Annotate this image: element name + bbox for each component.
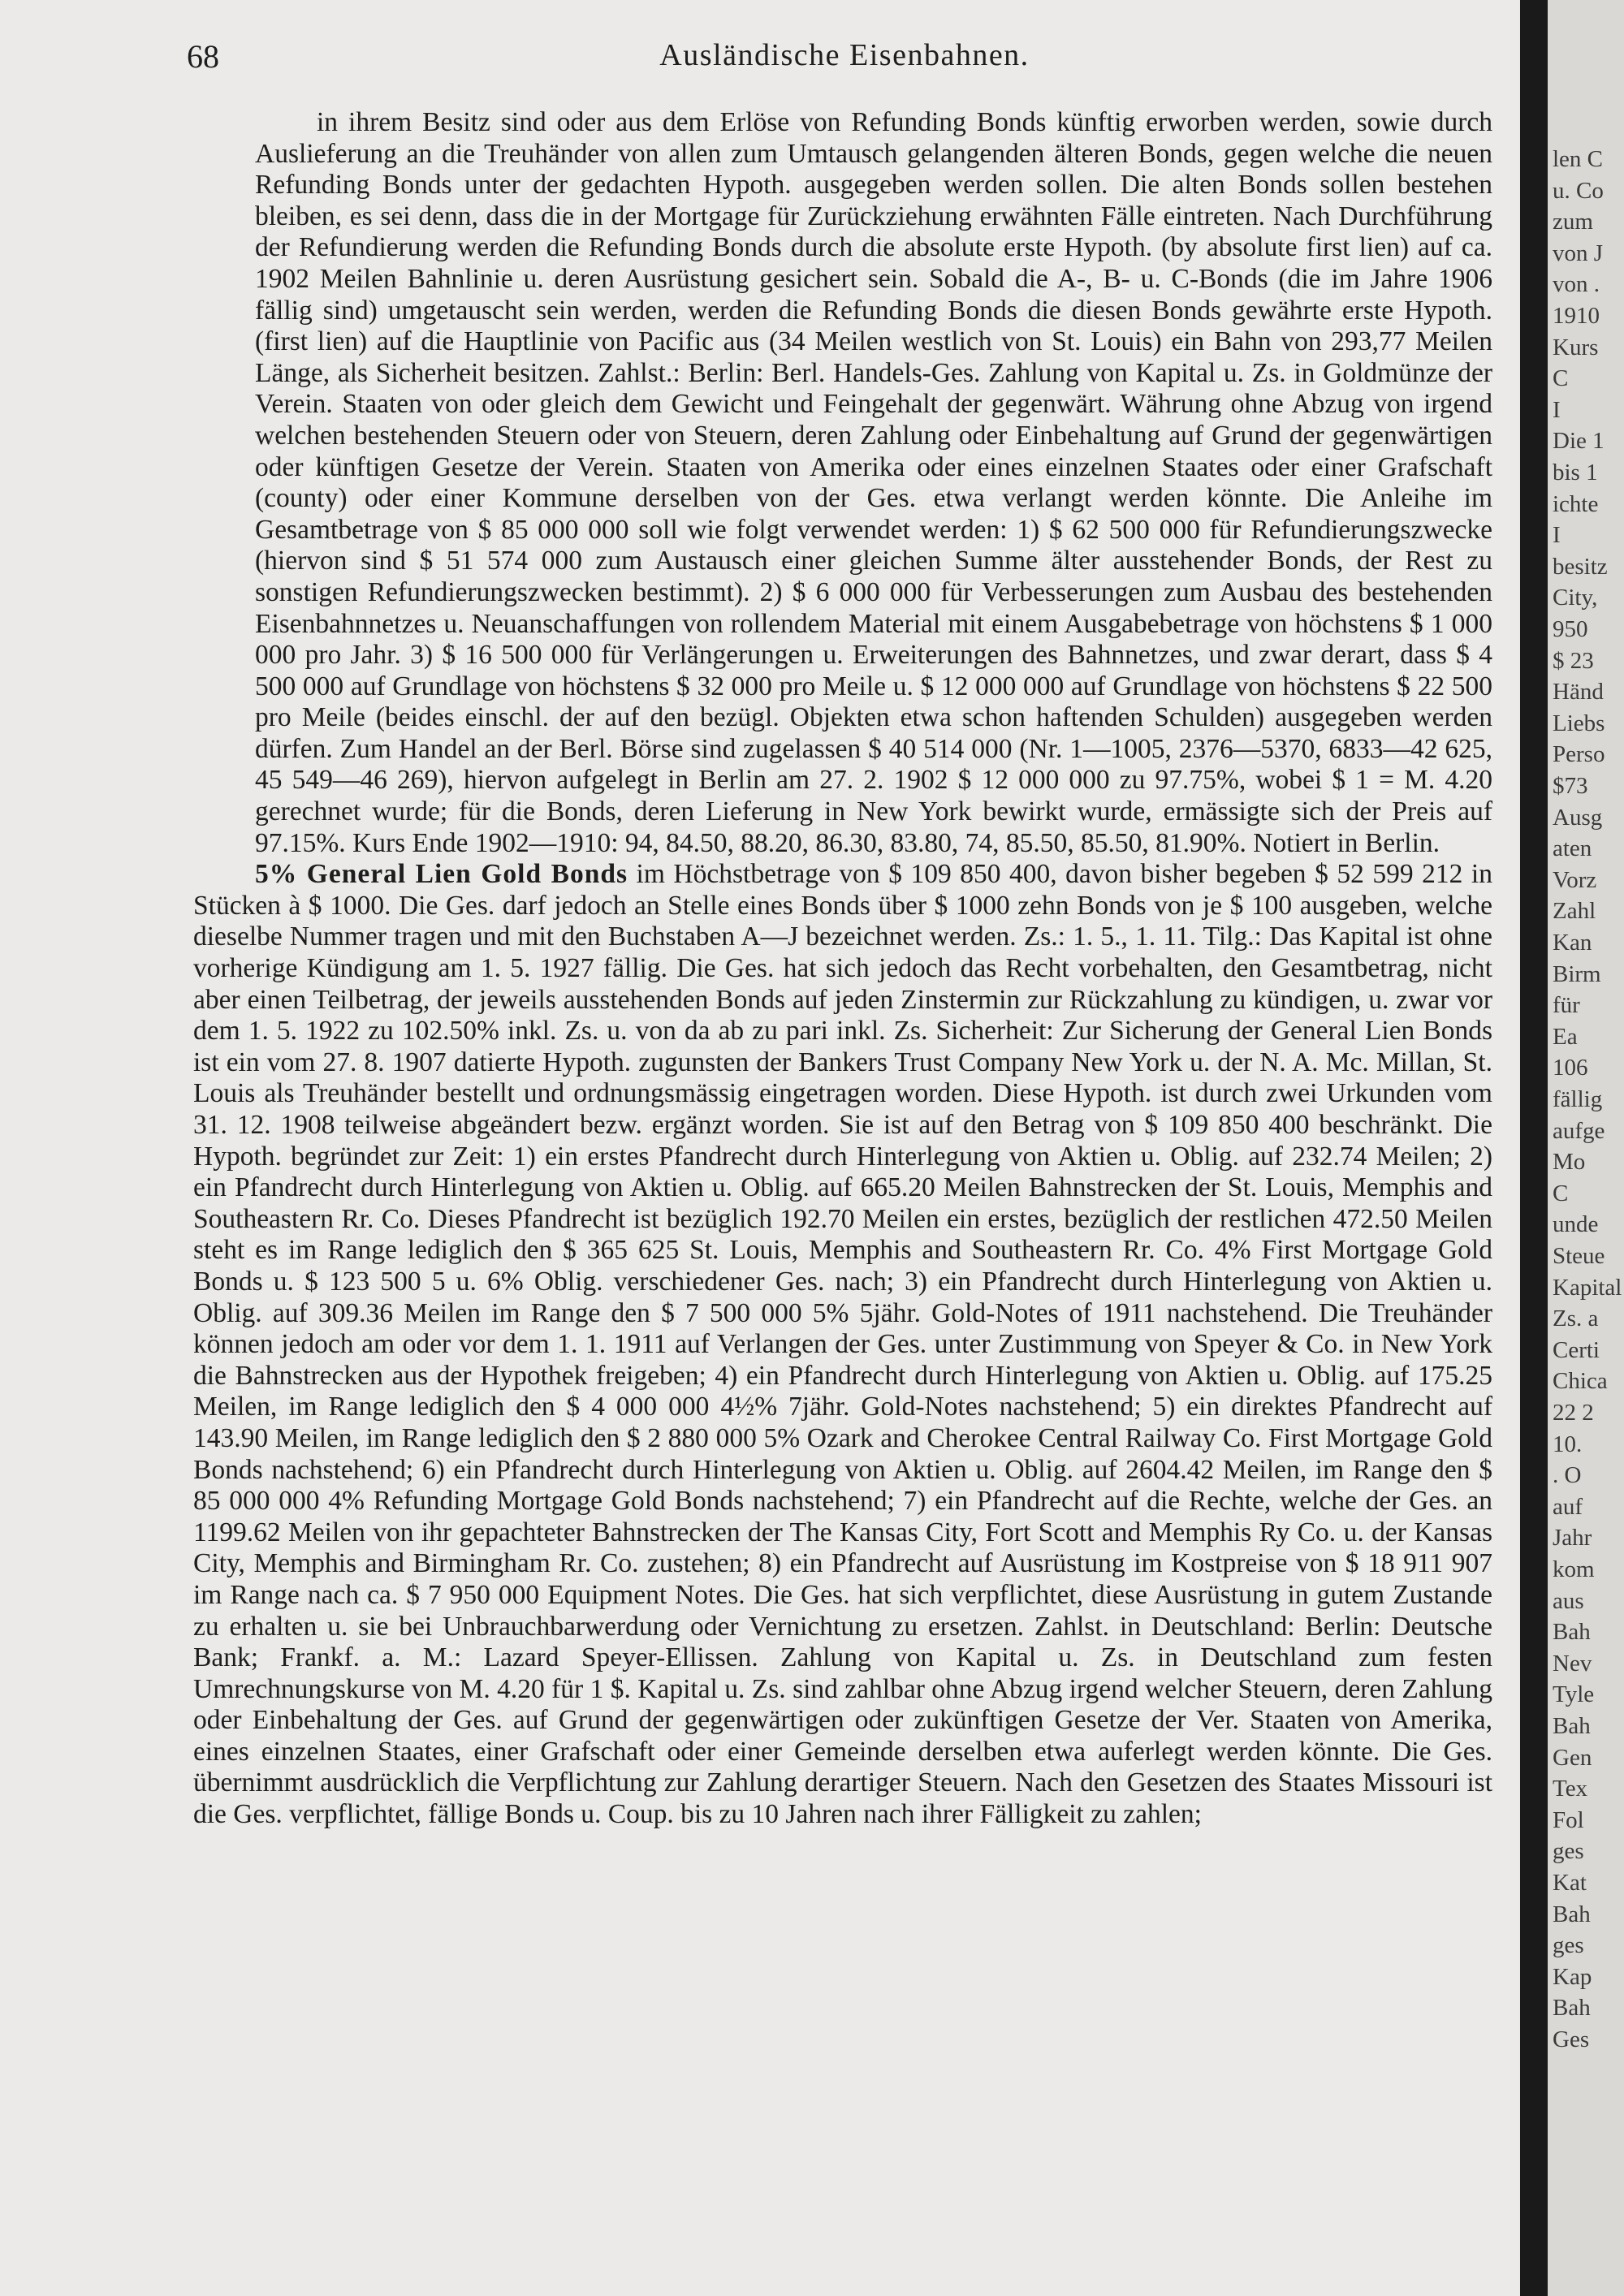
- adjacent-page-fragment: 950: [1553, 616, 1588, 642]
- adjacent-page-fragment: kom: [1553, 1556, 1595, 1582]
- adjacent-page-fragment: Mo: [1553, 1149, 1586, 1176]
- adjacent-page-fragment: $73: [1553, 773, 1588, 799]
- adjacent-page-fragment: aus: [1553, 1587, 1584, 1614]
- adjacent-page-fragment: 1910: [1553, 303, 1600, 329]
- running-head: Ausländische Eisenbahnen.: [659, 38, 1030, 72]
- adjacent-page-fragment: Bah: [1553, 1713, 1591, 1739]
- adjacent-page-edge: [1548, 0, 1624, 2296]
- adjacent-page-fragment: Ausg: [1553, 804, 1603, 831]
- adjacent-page-fragment: 22 2: [1553, 1400, 1594, 1426]
- adjacent-page-fragment: len C: [1553, 146, 1604, 172]
- adjacent-page-fragment: u. Co: [1553, 177, 1604, 204]
- adjacent-page-fragment: Tyle: [1553, 1681, 1595, 1708]
- adjacent-page-fragment: aten: [1553, 835, 1592, 862]
- adjacent-page-fragment: Vorz: [1553, 866, 1597, 893]
- adjacent-page-fragment: Jahr: [1553, 1525, 1592, 1552]
- adjacent-page-fragment: Bah: [1553, 1995, 1591, 2022]
- adjacent-page-fragment: Ges: [1553, 2026, 1590, 2052]
- adjacent-page-fragment: Kurs: [1553, 334, 1599, 360]
- adjacent-page-fragment: Steue: [1553, 1243, 1605, 1269]
- paragraph-refunding-bonds-continued: in ihrem Besitz sind oder aus dem Erlöse von Refunding Bonds künftig erworben werden, sowie durch Auslieferung an die Treuhänder von allen zum Umtausch gelangenden älteren Bonds, gegen welche die neuen Refunding Bonds unter der gedachten Hypoth. ausgegeben werden sollen. Die alten Bonds sollen bestehen bleiben, es sei denn, dass die in der Mortgage für Zurückziehung erwähnten Fälle eintreten. Nach Durchführung der Refundierung werden die Refunding Bonds durch die absolute erste Hypoth. (by absolute first lien) auf ca. 1902 Meilen Bahnlinie u. deren Ausrüstung gesichert sein. Sobald die A-, B- u. C-Bonds (die im Jahre 1906 fällig sind) umgetauscht sein werden, werden die Refunding Bonds die diesen Bonds gewährte erste Hypoth. (first lien) auf die Hauptlinie von Pacific aus (34 Meilen westlich von St. Louis) ein Bahn von 293,77 Meilen Länge, als Sicherheit besitzen. Zahlst.: Berlin: Berl. Handels-Ges. Zahlung von Kapital u. Zs. in Goldmünze der Verein. Staaten von oder gleich dem Gewicht und Feingehalt der gegenwärt. Währung ohne Abzug von irgend welchen bestehenden Steuern oder von Steuern, deren Zahlung oder Einbehaltung auf Grund der gegenwärtigen oder künftigen Gesetze der Verein. Staaten von Amerika oder eines einzelnen Staates oder einer Grafschaft (county) oder einer Kommune derselben von der Ges. etwa verlangt werden könnte. Die Anleihe im Gesamtbetrage von $ 85 000 000 soll wie folgt verwendet werden: 1) $ 62 500 000 für Refundierungszwecke (hiervon sind $ 51 574 000 zum Austausch einer gleichen Summe älter ausstehender Bonds, der Rest zu sonstigen Refundierungszwecken bestimmt). 2) $ 6 000 000 für Verbesserungen zum Ausbau des bestehenden Eisenbahnnetzes u. Neuanschaffungen von rollendem Material mit einem Ausgabebetrage von höchstens $ 1 000 000 pro Jahr. 3) $ 16 500 000 für Verlängerungen u. Erweiterungen des Bahnnetzes, und zwar derart, dass $ 4 500 000 auf Grundlage von höchstens $ 32 000 pro Meile u. $ 12 000 000 auf Grundlage von höchstens $ 22 500 pro Meile (beides einschl. der auf den bezügl. Objekten etwa schon haftenden Schulden) ausgegeben werden dürfen. Zum Handel an der Berl. Börse sind zugelassen $ 40 514 000 (Nr. 1—1005, 2376—5370, 6833—42 625, 45 549—46 269), hiervon aufgelegt in Berlin am 27. 2. 1902 $ 12 000 000 zu 97.75%, wobei $ 1 = M. 4.20 gerechnet wurde; für die Bonds, deren Lieferung in New York bewirkt wurde, ermässigte sich der Preis auf 97.15%. Kurs Ende 1902—1910: 94, 84.50, 88.20, 86.30, 83.80, 74, 85.50, 85.50, 81.90%. Notiert in Berlin.: [255, 107, 1492, 858]
- adjacent-page-fragment: Kat: [1553, 1870, 1587, 1896]
- adjacent-page-fragment: Ea: [1553, 1023, 1578, 1050]
- adjacent-page-fragment: Händ: [1553, 679, 1604, 706]
- adjacent-page-fragment: C: [1553, 365, 1569, 392]
- adjacent-page-fragment: Liebs: [1553, 710, 1605, 736]
- adjacent-page-fragment: Tex: [1553, 1776, 1588, 1802]
- adjacent-page-fragment: fällig: [1553, 1086, 1603, 1112]
- adjacent-page-fragment: Bah: [1553, 1619, 1591, 1646]
- adjacent-page-fragment: zum: [1553, 209, 1593, 235]
- adjacent-page-fragment: $ 23: [1553, 647, 1594, 674]
- adjacent-page-fragment: Gen: [1553, 1744, 1592, 1771]
- adjacent-page-fragment: ges: [1553, 1838, 1584, 1865]
- adjacent-page-fragment: unde: [1553, 1211, 1599, 1238]
- adjacent-page-fragment: I: [1553, 396, 1561, 423]
- adjacent-page-fragment: ichte: [1553, 490, 1599, 517]
- adjacent-page-fragment: ges: [1553, 1932, 1584, 1959]
- adjacent-page-fragment: Die 1: [1553, 428, 1605, 455]
- adjacent-page-fragment: . O: [1553, 1462, 1582, 1489]
- page-header: [187, 37, 1502, 78]
- paragraph-general-lien-gold-bonds: [193, 859, 1492, 1830]
- adjacent-page-fragment: für: [1553, 992, 1580, 1019]
- page-number: 68: [187, 38, 219, 75]
- adjacent-page-fragment: Certi: [1553, 1336, 1600, 1363]
- book-gutter: [1520, 0, 1548, 2296]
- adjacent-page-fragment: Nev: [1553, 1650, 1592, 1677]
- adjacent-page-fragment: Fol: [1553, 1806, 1584, 1833]
- adjacent-page-fragment: Zahl: [1553, 898, 1596, 925]
- adjacent-page-fragment: besitz: [1553, 553, 1608, 580]
- adjacent-page-fragment: Birm: [1553, 960, 1601, 987]
- adjacent-page-fragment: Kan: [1553, 930, 1592, 956]
- adjacent-page-fragment: auf: [1553, 1493, 1583, 1520]
- adjacent-page-fragment: bis 1: [1553, 460, 1598, 486]
- adjacent-page-fragment: Bah: [1553, 1901, 1591, 1927]
- adjacent-page-fragment: aufge: [1553, 1117, 1605, 1144]
- adjacent-page-fragment: Chica: [1553, 1368, 1608, 1395]
- adjacent-page-fragment: Perso: [1553, 741, 1605, 768]
- adjacent-page-fragment: 10.: [1553, 1431, 1583, 1457]
- bond-title: 5% General Lien Gold Bonds: [255, 859, 628, 890]
- adjacent-page-fragment: Kapital: [1553, 1274, 1622, 1301]
- adjacent-page-fragment: Kap: [1553, 1963, 1592, 1990]
- bond-description: im Höchstbetrage von $ 109 850 400, davon bisher begeben $ 52 599 212 in Stücken à $ 1000. Die Ges. darf jedoch an Stelle eines Bonds über $ 1000 zehn Bonds von je $ 100 ausgeben, welche dieselbe Nummer tragen und mit den Buchstaben A—J bezeichnet werden. Zs.: 1. 5., 1. 11. Tilg.: Das Kapital ist ohne vorherige Kündigung am 1. 5. 1927 fällig. Die Ges. hat sich jedoch das Recht vorbehalten, den Gesamtbetrag, nicht aber einen Teilbetrag, der jeweils ausstehenden Bonds auf jeden Zinstermin zur Rückzahlung zu kündigen, u. zwar vor dem 1. 5. 1922 zu 102.50% inkl. Zs. u. von da ab zu pari inkl. Zs. Sicherheit: Zur Sicherung der General Lien Bonds ist ein vom 27. 8. 1907 datierte Hypoth. zugunsten der Bankers Trust Company New York u. der N. A. Mc. Millan, St. Louis als Treuhänder bestellt und ordnungsmässig eingetragen worden. Diese Hypoth. ist durch zwei Urkunden vom 31. 12. 1908 teilweise abgeändert bezw. ergänzt worden. Sie ist auf den Betrag von $ 109 850 400 beschränkt. Die Hypoth. begründet zur Zeit: 1) ein erstes Pfandrecht durch Hinterlegung von Aktien u. Oblig. auf 232.74 Meilen; 2) ein Pfandrecht durch Hinterlegung von Aktien u. Oblig. auf 665.20 Meilen Bahnstrecken der St. Louis, Memphis and Southeastern Rr. Co. Dieses Pfandrecht ist bezüglich 192.70 Meilen ein erstes, bezüglich der restlichen 472.50 Meilen steht es im Range lediglich den $ 365 625 St. Louis, Memphis and Southeastern Rr. Co. 4% First Mortgage Gold Bonds u. $ 123 500 5 u. 6% Oblig. verschiedener Ges. nach; 3) ein Pfandrecht durch Hinterlegung von Aktien u. Oblig. auf 309.36 Meilen im Range den $ 7 500 000 5% 5jähr. Gold-Notes of 1911 nachstehend. Die Treuhänder können jedoch am oder vor dem 1. 1. 1911 auf Verlangen der Ges. unter Zustimmung von Speyer & Co. in New York die Bahnstrecken aus der Hypothek freigeben; 4) ein Pfandrecht durch Hinterlegung von Aktien u. Oblig. auf 175.25 Meilen, im Range lediglich den $ 4 000 000 4½% 7jähr. Gold-Notes nachstehend; 5) ein direktes Pfandrecht auf 143.90 Meilen, im Range lediglich den $ 2 880 000 5% Ozark and Cherokee Central Railway Co. First Mortgage Gold Bonds nachstehend; 6) ein Pfandrecht durch Hinterlegung von Aktien u. Oblig. auf 2604.42 Meilen, im Range den $ 85 000 000 4% Refunding Mortgage Gold Bonds nachstehend; 7) ein Pfandrecht auf die Rechte, welche der Ges. an 1199.62 Meilen von ihr gepachteter Bahnstrecken der The Kansas City, Fort Scott and Memphis Ry Co. u. der Kansas City, Memphis and Birmingham Rr. Co. zustehen; 8) ein Pfandrecht auf Ausrüstung im Kostpreise von $ 18 911 907 im Range nach ca. $ 7 950 000 Equipment Notes. Die Ges. hat sich verpflichtet, diese Ausrüstung in gutem Zustande zu erhalten u. sie bei Unbrauchbarwerdung oder Vernichtung zu ersetzen. Zahlst. in Deutschland: Berlin: Deutsche Bank; Frankf. a. M.: Lazard Speyer-Ellissen. Zahlung von Kapital u. Zs. in Deutschland zum festen Umrechnungskurse von M. 4.20 für 1 $. Kapital u. Zs. sind zahlbar ohne Abzug irgend welcher Steuern, deren Zahlung oder Einbehaltung der Ges. auf Grund der gegenwärtigen oder zukünftigen Gesetze der Ver. Staaten von Amerika, eines einzelnen Staates, einer Grafschaft oder einer Gemeinde derselben etwa auferlegt werden könnte. Die Ges. übernimmt ausdrücklich die Verpflichtung zur Zahlung derartiger Steuern. Nach den Gesetzen des Staates Missouri ist die Ges. verpflichtet, fällige Bonds u. Coup. bis zu 10 Jahren nach ihrer Fälligkeit zu zahlen;: [193, 859, 1492, 1830]
- adjacent-page-fragment: City,: [1553, 585, 1598, 611]
- adjacent-page-fragment: 106: [1553, 1055, 1588, 1081]
- adjacent-page-fragment: C: [1553, 1180, 1569, 1206]
- adjacent-page-fragment: I: [1553, 522, 1561, 549]
- adjacent-page-fragment: von J: [1553, 240, 1604, 266]
- body-text: [193, 107, 1492, 1831]
- adjacent-page-fragment: Zs. a: [1553, 1306, 1599, 1332]
- adjacent-page-fragment: von .: [1553, 271, 1600, 298]
